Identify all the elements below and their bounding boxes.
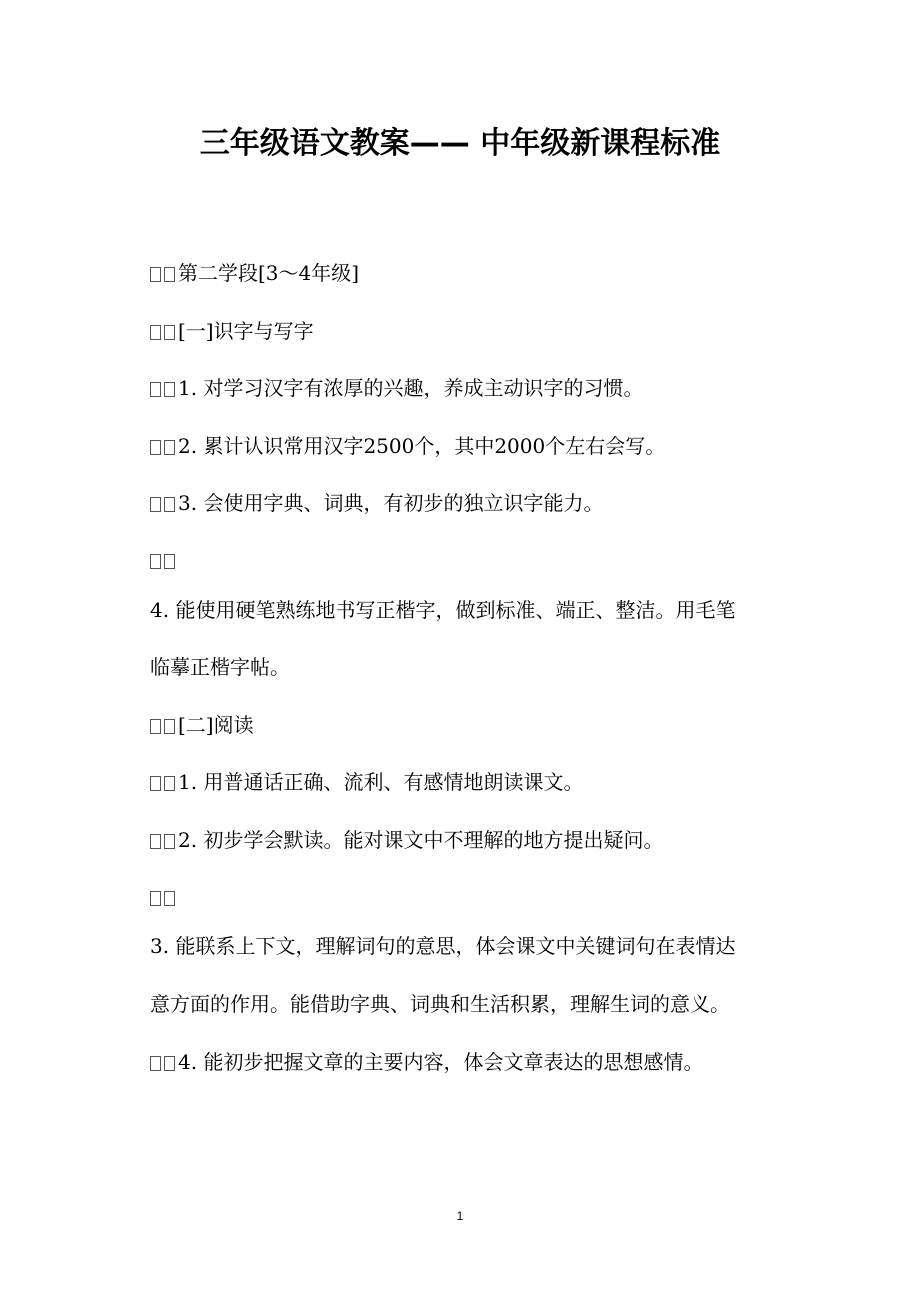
section-heading-stage (150, 258, 790, 288)
indent-box-icon (150, 554, 161, 569)
indent-box-icon (164, 497, 175, 512)
indent-box-icon (150, 834, 161, 849)
indent-box-icon (150, 382, 161, 397)
list-item-continuation (150, 989, 790, 1019)
section-heading-reading (150, 710, 790, 740)
line-text: 3. 能联系上下文，理解词句的意思，体会课文中关键词句在表情达 (150, 934, 736, 958)
indent-box-icon (164, 1056, 175, 1071)
list-item-continuation (150, 652, 790, 682)
indent-box-icon (164, 834, 175, 849)
document-title: 三年级语文教案—— 中年级新课程标准 (199, 126, 721, 161)
list-item (150, 595, 790, 625)
indent-box-icon (150, 891, 161, 906)
list-item (150, 488, 790, 518)
indent-box-icon (164, 554, 175, 569)
line-text: [一]识字与写字 (178, 319, 314, 343)
line-text: [二]阅读 (178, 713, 254, 737)
line-text: 3. 会使用字典、词典，有初步的独立识字能力。 (178, 491, 604, 515)
indent-box-icon (150, 776, 161, 791)
list-item (150, 1047, 790, 1077)
indent-box-icon (164, 267, 175, 282)
indent-box-icon (164, 440, 175, 455)
indent-box-icon (164, 325, 175, 340)
list-item (150, 767, 790, 797)
list-item (150, 825, 790, 855)
list-item (150, 373, 790, 403)
indent-box-icon (150, 440, 161, 455)
page-number: 1 (456, 1209, 464, 1223)
line-text: 2. 初步学会默读。能对课文中不理解的地方提出疑问。 (178, 828, 664, 852)
line-text: 2. 累计认识常用汉字2500个，其中2000个左右会写。 (178, 434, 666, 458)
indent-box-icon (150, 497, 161, 512)
section-heading-literacy (150, 316, 790, 346)
line-text: 临摹正楷字帖。 (150, 655, 290, 679)
empty-line (150, 882, 790, 912)
line-text: 1. 用普通话正确、流利、有感情地朗读课文。 (178, 770, 584, 794)
indent-box-icon (164, 719, 175, 734)
line-text: 4. 能初步把握文章的主要内容，体会文章表达的思想感情。 (178, 1050, 704, 1074)
indent-box-icon (150, 1056, 161, 1071)
indent-box-icon (150, 325, 161, 340)
list-item (150, 431, 790, 461)
indent-box-icon (150, 719, 161, 734)
list-item (150, 931, 790, 961)
indent-box-icon (164, 891, 175, 906)
line-text: 意方面的作用。能借助字典、词典和生活积累，理解生词的意义。 (150, 992, 730, 1016)
indent-box-icon (164, 776, 175, 791)
indent-box-icon (164, 382, 175, 397)
line-text: 1. 对学习汉字有浓厚的兴趣，养成主动识字的习惯。 (178, 376, 644, 400)
indent-box-icon (150, 267, 161, 282)
line-text: 4. 能使用硬笔熟练地书写正楷字，做到标准、端正、整洁。用毛笔 (150, 598, 736, 622)
empty-line (150, 545, 790, 575)
line-text: 第二学段[3～4年级] (178, 261, 360, 285)
